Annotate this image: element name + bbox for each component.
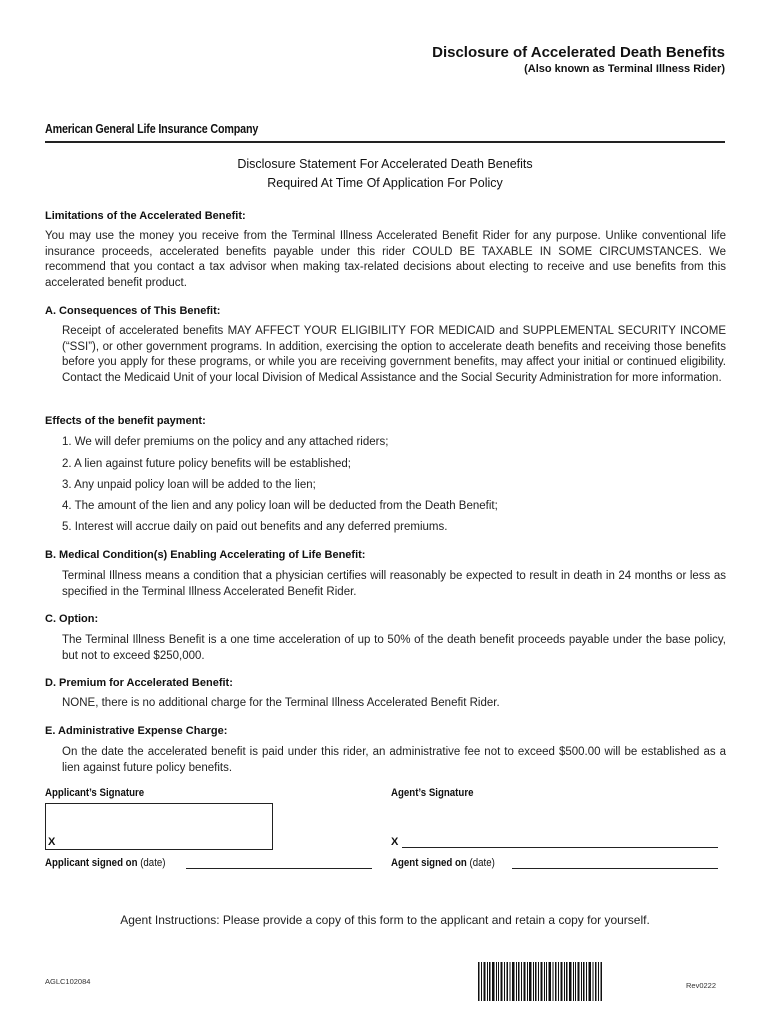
document-title: Disclosure of Accelerated Death Benefits <box>432 44 725 61</box>
applicant-signature-x: X <box>48 836 56 848</box>
document-subtitle: (Also known as Terminal Illness Rider) <box>524 63 725 75</box>
agent-signature-x: X <box>391 836 399 848</box>
statement-heading-line1: Disclosure Statement For Accelerated Death Benefits <box>237 157 533 171</box>
form-id: AGLC102084 <box>45 977 91 986</box>
effects-item-2: 2. A lien against future policy benefits will be established; <box>62 458 351 470</box>
agent-signed-on-label <box>391 857 495 869</box>
limitations-text: You may use the money you receive from the Terminal Illness Accelerated Benefit Rider for any purpose. Unlike conventional life insurance proceeds, accelerated benefits payable under this rider COULD BE TAXABLE IN SOME CIRCUMSTANCES. We recommend that you contact a tax advisor when making tax-related decisions about electing to receive and use benefits from this accelerated benefit product. <box>45 230 726 289</box>
applicant-date-field[interactable] <box>186 868 372 869</box>
agent-date-label: (date) <box>469 857 495 869</box>
applicant-signed-on-label <box>45 857 166 869</box>
revision-code: Rev0222 <box>686 981 717 990</box>
effects-item-4: 4. The amount of the lien and any policy loan will be deducted from the Death Benefit; <box>62 500 498 512</box>
agent-date-field[interactable] <box>512 868 718 869</box>
effects-item-1: 1. We will defer premiums on the policy and any attached riders; <box>62 436 389 448</box>
statement-heading-line2: Required At Time Of Application For Policy <box>267 176 503 190</box>
section-e-heading: E. Administrative Expense Charge: <box>45 725 228 737</box>
barcode-icon <box>478 962 602 1001</box>
section-d-text: NONE, there is no additional charge for the Terminal Illness Accelerated Benefit Rider. <box>62 697 500 709</box>
applicant-signature-label: Applicant’s Signature <box>45 787 145 799</box>
section-b-text: Terminal Illness means a condition that a physician certifies will reasonably be expected to result in death in 24 months or less as specified in the Terminal Illness Accelerated Benefit Rider. <box>62 570 726 598</box>
applicant-date-label: (date) <box>140 857 166 869</box>
effects-item-3: 3. Any unpaid policy loan will be added to the lien; <box>62 479 316 491</box>
company-name: American General Life Insurance Company <box>45 122 259 136</box>
header-divider <box>45 141 725 143</box>
effects-heading: Effects of the benefit payment: <box>45 415 206 427</box>
agent-signature-field[interactable] <box>402 847 718 848</box>
section-e-text: On the date the accelerated benefit is paid under this rider, an administrative fee not to exceed $500.00 will be established as a lien against future policy benefits. <box>62 746 726 774</box>
section-a-heading: A. Consequences of This Benefit: <box>45 305 221 317</box>
applicant-signature-field[interactable] <box>45 803 273 850</box>
applicant-signed-on-text: Applicant signed on <box>45 857 138 869</box>
section-a-text: Receipt of accelerated benefits MAY AFFECT YOUR ELIGIBILITY FOR MEDICAID and SUPPLEMENTAL SECURITY INCOME (“SSI”), or other government programs. In addition, exercising the option to accelerate death benefits and receiving those benefits before you apply for these programs, or while you are receiving government benefits, may affect your initial or continued eligibility. Contact the Medicaid Unit of your local Division of Medical Assistance and the Social Security Administration for more information. <box>62 325 726 384</box>
effects-item-5: 5. Interest will accrue daily on paid out benefits and any deferred premiums. <box>62 521 448 533</box>
section-b-heading: B. Medical Condition(s) Enabling Accelerating of Life Benefit: <box>45 549 366 561</box>
section-d-heading: D. Premium for Accelerated Benefit: <box>45 677 233 689</box>
limitations-heading: Limitations of the Accelerated Benefit: <box>45 210 246 222</box>
section-c-heading: C. Option: <box>45 613 99 625</box>
agent-signature-label: Agent’s Signature <box>391 787 474 799</box>
agent-instructions: Agent Instructions: Please provide a copy of this form to the applicant and retain a copy for yourself. <box>120 913 650 927</box>
section-c-text: The Terminal Illness Benefit is a one time acceleration of up to 50% of the death benefit proceeds payable under the base policy, but not to exceed $250,000. <box>62 634 726 662</box>
agent-signed-on-text: Agent signed on <box>391 857 467 869</box>
